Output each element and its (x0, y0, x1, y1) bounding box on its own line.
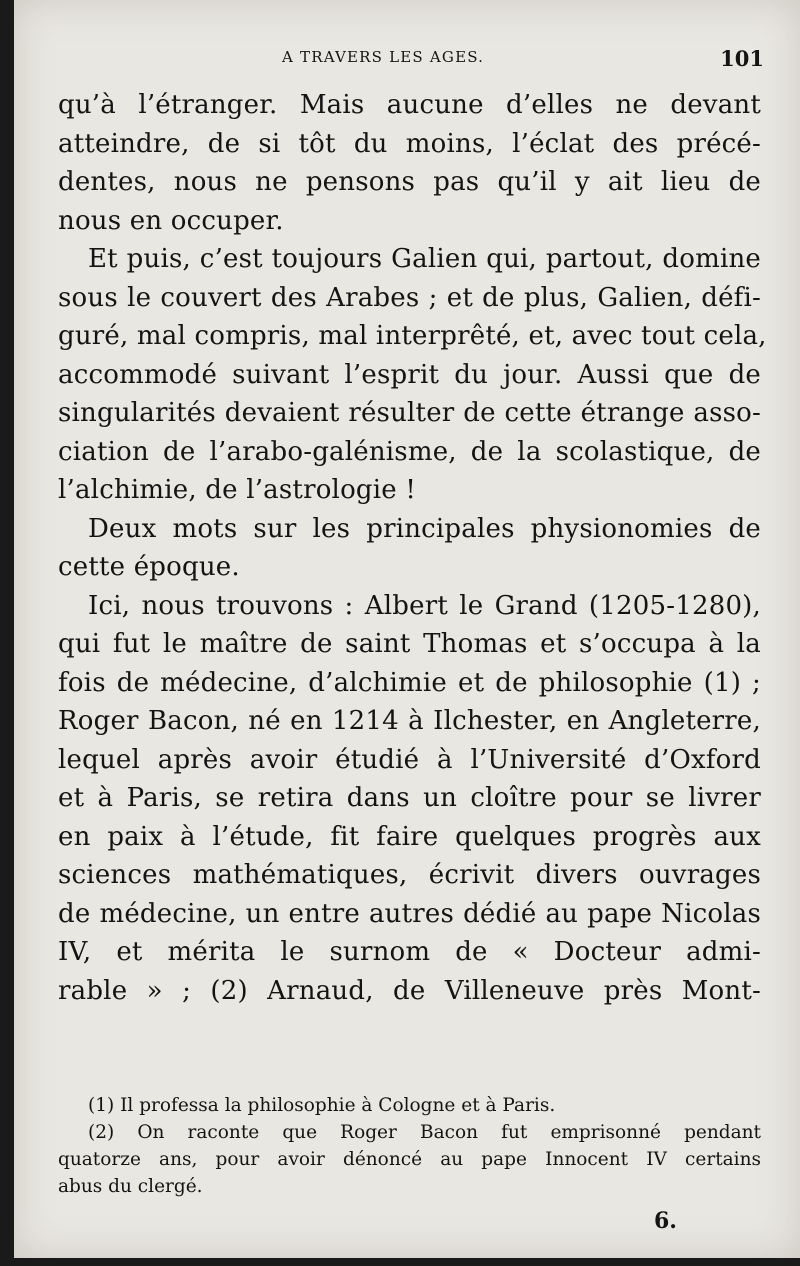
page-header (14, 44, 800, 74)
text-line: et à Paris, se retira dans un cloître pour se livrer (58, 783, 761, 813)
text-line: rable » ; (2) Arnaud, de Villeneuve près Mont- (58, 975, 761, 1006)
text-line: guré, mal compris, mal interprêté, et, avec tout cela, (58, 321, 767, 351)
text-line: Ici, nous trouvons : Albert le Grand (1205-1280), (88, 590, 761, 621)
text-line: en paix à l’étude, fit faire quelques progrès aux (58, 821, 761, 852)
book-page (14, 0, 800, 1258)
text-line: sciences mathématiques, écrivit divers ouvrages (58, 860, 761, 890)
text-line: Et puis, c’est toujours Galien qui, partout, domine (88, 244, 761, 274)
footnote-line: (1) Il professa la philosophie à Cologne et à Paris. (88, 1095, 556, 1116)
text-line: singularités devaient résulter de cette étrange asso- (58, 398, 761, 428)
footnotes (58, 1092, 761, 1200)
page-number: 101 (720, 46, 764, 71)
text-line: de médecine, un entre autres dédié au pape Nicolas (58, 898, 761, 929)
text-line: Deux mots sur les principales physionomies de (88, 513, 761, 544)
text-line: qui fut le maître de saint Thomas et s’occupa à la (58, 629, 761, 659)
text-line: qu’à l’étranger. Mais aucune d’elles ne devant (58, 90, 761, 120)
footnote-line: abus du clergé. (58, 1176, 203, 1197)
text-line: dentes, nous ne pensons pas qu’il y ait lieu de (58, 167, 761, 197)
footnote-line: (2) On raconte que Roger Bacon fut emprisonné pendant (88, 1122, 761, 1143)
text-line: atteindre, de si tôt du moins, l’éclat des précé- (58, 128, 761, 159)
text-line: ciation de l’arabo-galénisme, de la scolastique, de (58, 436, 761, 467)
text-line: lequel après avoir étudié à l’Université d’Oxford (58, 744, 761, 775)
text-line: cette époque. (58, 552, 240, 582)
text-line: fois de médecine, d’alchimie et de philosophie (1) ; (58, 667, 761, 698)
text-line: nous en occuper. (58, 205, 284, 236)
text-line: IV, et mérita le surnom de « Docteur admi- (58, 937, 761, 967)
footnote-line: quatorze ans, pour avoir dénoncé au pape Innocent IV certains (58, 1149, 761, 1170)
running-title: A TRAVERS LES AGES. (282, 48, 485, 66)
text-line: sous le couvert des Arabes ; et de plus, Galien, défi- (58, 282, 761, 313)
text-line: Roger Bacon, né en 1214 à Ilchester, en Angleterre, (58, 706, 761, 736)
text-line: accommodé suivant l’esprit du jour. Aussi que de (58, 359, 761, 390)
text-line: l’alchimie, de l’astrologie ! (58, 475, 416, 505)
signature-mark: 6. (654, 1208, 677, 1234)
body-text (58, 86, 767, 1010)
